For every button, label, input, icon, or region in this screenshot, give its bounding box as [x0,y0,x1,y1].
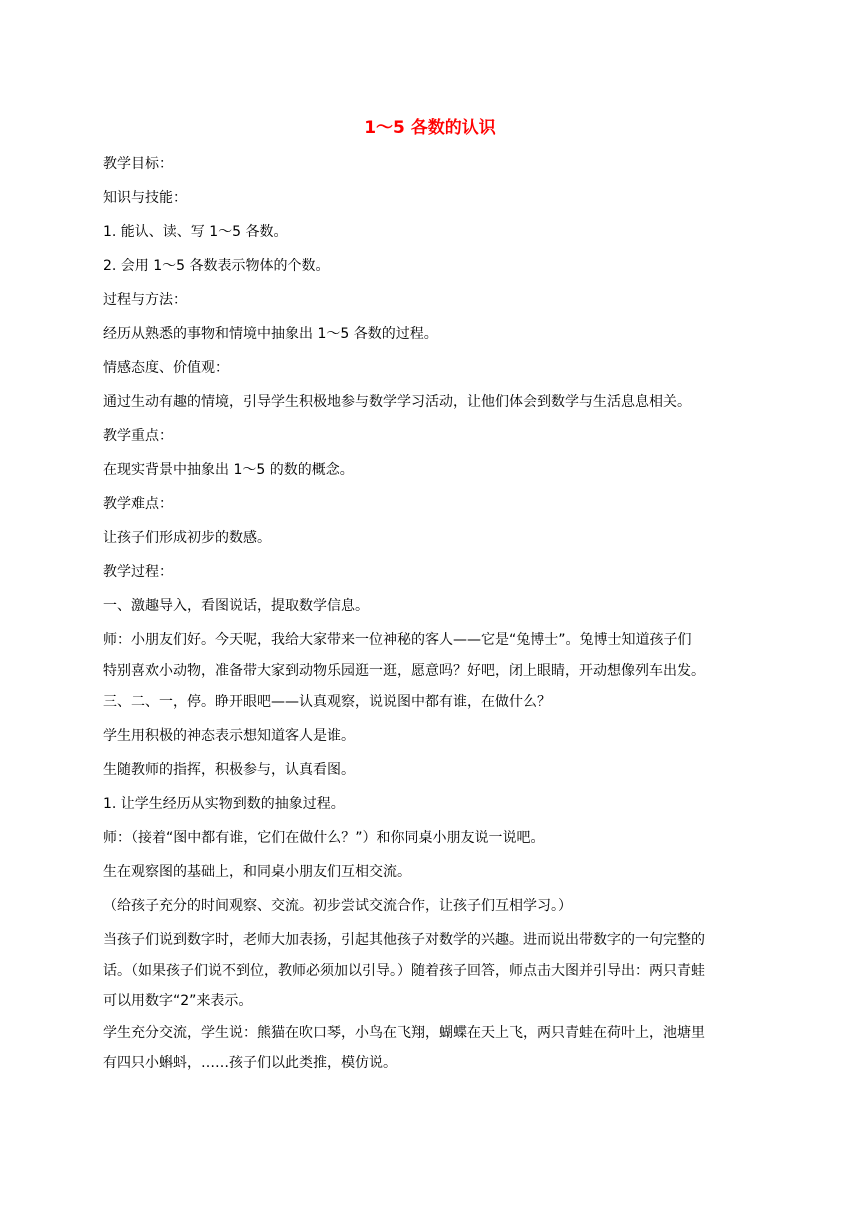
paragraph [103,925,763,1017]
text-line: 经历从熟悉的事物和情境中抽象出 1～5 各数的过程。 [103,326,438,342]
paragraph-line: 有四只小蝌蚪，……孩子们以此类推，模仿说。 [103,1055,397,1071]
text-line: （给孩子充分的时间观察、交流。初步尝试交流合作，让孩子们互相学习。） [103,898,572,914]
text-line: 教学重点： [103,428,173,444]
text-line: 知识与技能： [103,190,187,206]
text-line: 教学目标： [103,156,173,172]
text-line: 在现实背景中抽象出 1～5 的数的概念。 [103,462,354,478]
paragraph-line: 可以用数字“2”来表示。 [103,993,253,1009]
text-line: 一、激趣导入，看图说话，提取数学信息。 [103,598,369,614]
text-line: 生随教师的指挥，积极参与，认真看图。 [103,762,355,778]
paragraph-line: 话。（如果孩子们说不到位，教师必须加以引导。）随着孩子回答，师点击大图并引导出：两只青蛙 [103,962,705,979]
text-line: 三、二、一，停。睁开眼吧——认真观察，说说图中都有谁，在做什么？ [103,694,551,710]
text-line: 情感态度、价值观： [103,360,229,376]
paragraph-line: 当孩子们说到数字时，老师大加表扬，引起其他孩子对数学的兴趣。进而说出带数字的一句完整的 [103,932,705,948]
text-line: 学生用积极的神态表示想知道客人是谁。 [103,728,355,744]
text-line: 1. 能认、读、写 1～5 各数。 [103,224,288,240]
document-body [103,152,763,1083]
text-line: 教学过程： [103,564,173,580]
paragraph-line: 学生充分交流，学生说：熊猫在吹口琴，小鸟在飞翔，蝴蝶在天上飞，两只青蛙在荷叶上，池塘里 [103,1024,705,1041]
text-line: 生在观察图的基础上，和同桌小朋友们互相交流。 [103,864,411,880]
text-line: 2. 会用 1～5 各数表示物体的个数。 [103,258,330,274]
paragraph [103,1018,763,1079]
paragraph-line: 师：小朋友们好。今天呢，我给大家带来一位神秘的客人——它是“兔博士”。兔博士知道孩子们 [103,632,692,648]
text-line: 1. 让学生经历从实物到数的抽象过程。 [103,796,345,812]
text-line: 让孩子们形成初步的数感。 [103,530,271,546]
paragraph-line: 特别喜欢小动物，准备带大家到动物乐园逛一逛，愿意吗？好吧，闭上眼睛，开动想像列车出发。 [103,662,705,679]
text-line: 通过生动有趣的情境，引导学生积极地参与数学学习活动，让他们体会到数学与生活息息相关。 [103,394,691,410]
text-line: 师：（接着“图中都有谁，它们在做什么？”）和你同桌小朋友说一说吧。 [103,830,545,846]
paragraph [103,625,763,686]
text-line: 教学难点： [103,496,173,512]
document-title: 1～5 各数的认识 [364,118,496,138]
text-line: 过程与方法： [103,292,187,308]
